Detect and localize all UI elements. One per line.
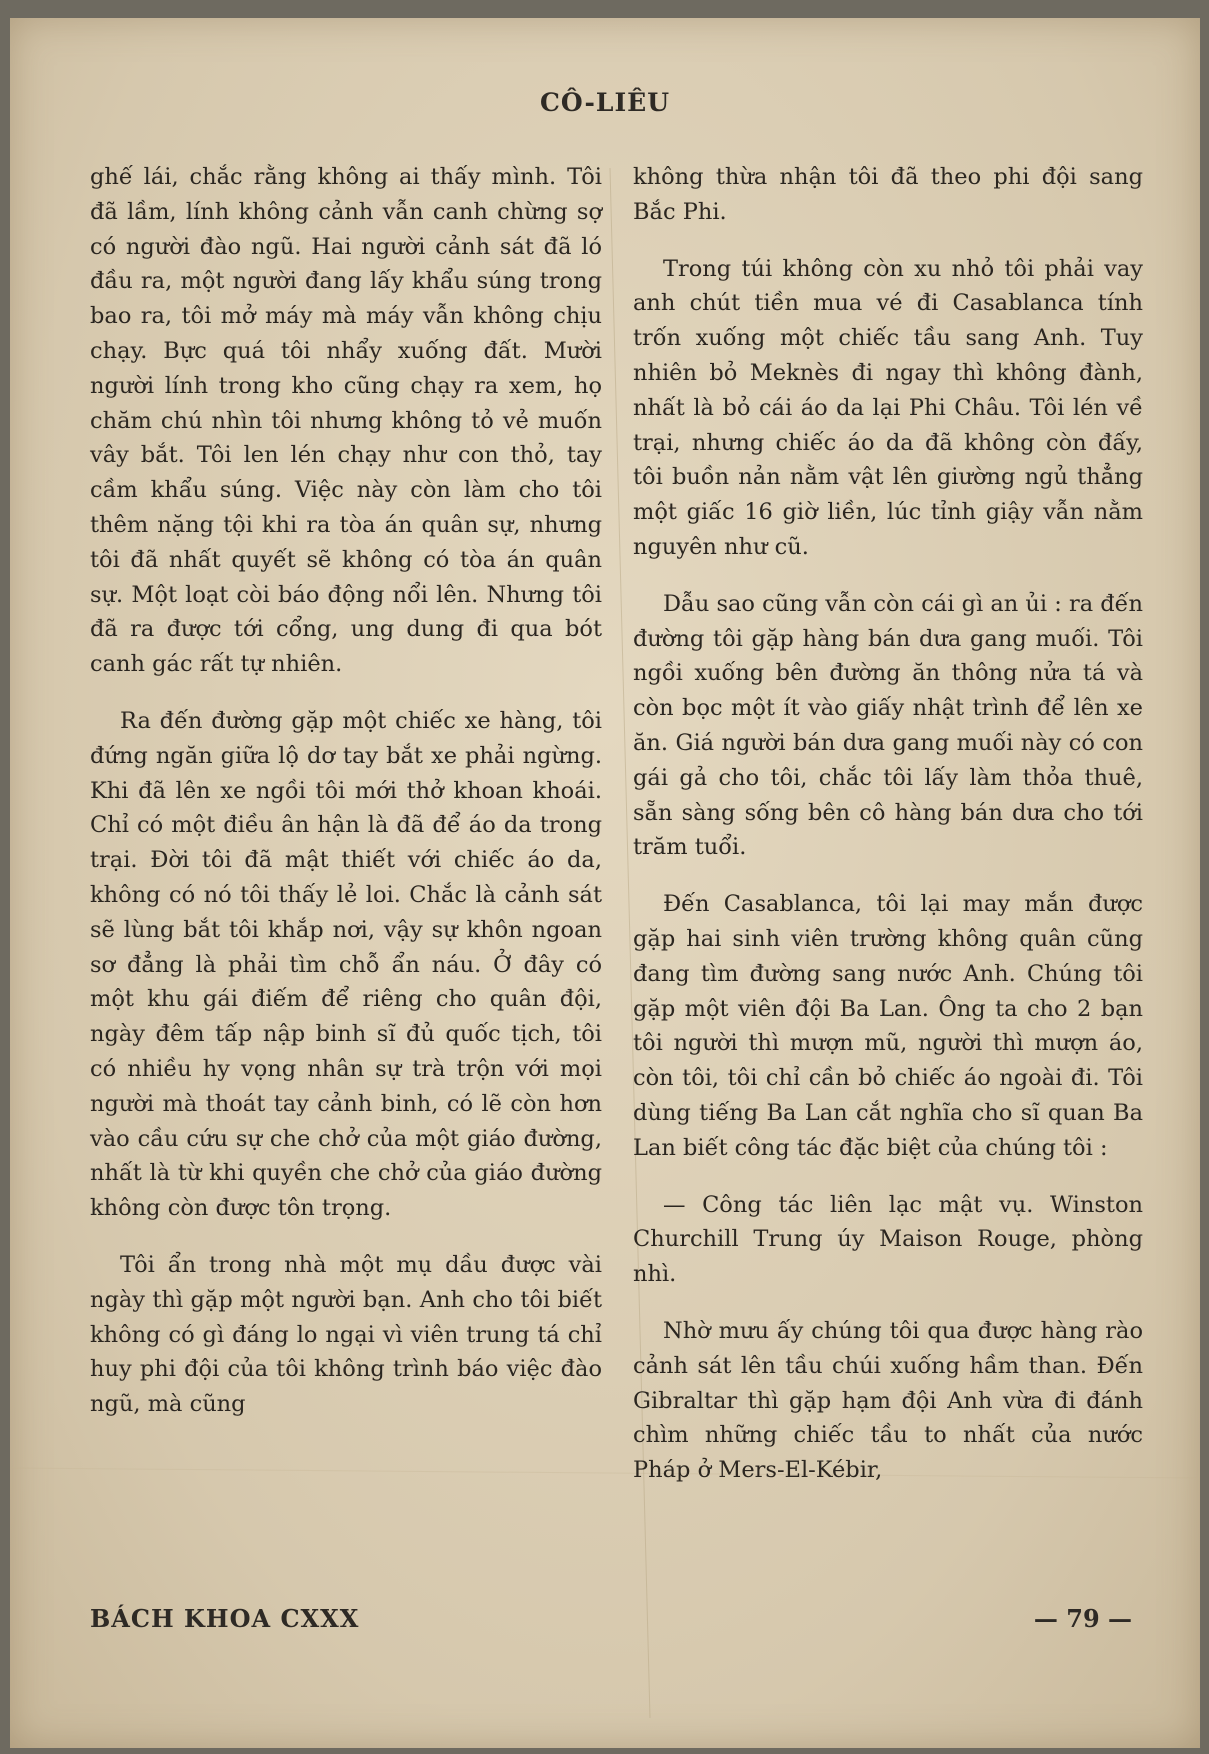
right-column — [633, 160, 1143, 1510]
paragraph: Tôi ẩn trong nhà một mụ dầu được vài ngày thì gặp một người bạn. Anh cho tôi biết không có gì đáng lo ngại vì viên trung tá chỉ huy phi đội của tôi không trình báo việc đào ngũ, mà cũng — [90, 1251, 602, 1418]
paragraph: ghế lái, chắc rằng không ai thấy mình. Tôi đã lầm, lính không cảnh vẫn canh chừng sợ có người đào ngũ. Hai người cảnh sát đã ló đầu ra, một người đang lấy khẩu súng trong bao ra, tôi mở máy mà máy vẫn không chịu chạy. Bực quá tôi nhẩy xuống đất. Mười người lính trong kho cũng chạy ra xem, họ chăm chú nhìn tôi nhưng không tỏ vẻ muốn vây bắt. Tôi len lén chạy như con thỏ, tay cầm khẩu súng. Việc này còn làm cho tôi thêm nặng tội khi ra tòa án quân sự, nhưng tôi đã nhất quyết sẽ không có tòa án quân sự. Một loạt còi báo động nổi lên. Nhưng tôi đã ra được tới cổng, ung dung đi qua bót canh gác rất tự nhiên. — [90, 164, 602, 678]
paragraph: không thừa nhận tôi đã theo phi đội sang Bắc Phi. — [633, 164, 1143, 225]
paragraph: Dẫu sao cũng vẫn còn cái gì an ủi : ra đến đường tôi gặp hàng bán dưa gang muối. Tôi ngồi xuống bên đường ăn thông nửa tá và còn bọc một ít vào giấy nhật trình để lên xe ăn. Giá người bán dưa gang muối này có con gái gả cho tôi, chắc tôi lấy làm thỏa thuê, sẵn sàng sống bên cô hàng bán dưa cho tới trăm tuổi. — [633, 590, 1144, 861]
paragraph: Nhờ mưu ấy chúng tôi qua được hàng rào cảnh sát lên tầu chúi xuống hầm than. Đến Gibraltar thì gặp hạm đội Anh vừa đi đánh chìm những chiếc tầu to nhất của nước Pháp ở Mers-El-Kébir, — [633, 1317, 1143, 1484]
paragraph: Trong túi không còn xu nhỏ tôi phải vay anh chút tiền mua vé đi Casablanca tính trốn xuống một chiếc tầu sang Anh. Tuy nhiên bỏ Meknès đi ngay thì không đành, nhất là bỏ cái áo da lại Phi Châu. Tôi lén về trại, nhưng chiếc áo da đã không còn đấy, tôi buồn nản nằm vật lên giường ngủ thẳng một giấc 16 giờ liền, lúc tỉnh giậy vẫn nằm nguyên như cũ. — [633, 255, 1143, 560]
page-number: — 79 — — [1033, 1604, 1132, 1633]
magazine-page — [10, 18, 1200, 1748]
paragraph: Đến Casablanca, tôi lại may mắn được gặp hai sinh viên trường không quân cũng đang tìm đường sang nước Anh. Chúng tôi gặp một viên đội Ba Lan. Ông ta cho 2 bạn tôi người thì mượn mũ, người thì mượn áo, còn tôi, tôi chỉ cần bỏ chiếc áo ngoài đi. Tôi dùng tiếng Ba Lan cắt nghĩa cho sĩ quan Ba Lan biết công tác đặc biệt của chúng tôi : — [633, 891, 1143, 1161]
left-column — [90, 160, 602, 1444]
dialogue-paragraph: — Công tác liên lạc mật vụ. Winston Churchill Trung úy Maison Rouge, phòng nhì. — [633, 1191, 1143, 1288]
publication-footer: BÁCH KHOA CXXX — [90, 1604, 360, 1633]
paragraph: Ra đến đường gặp một chiếc xe hàng, tôi đứng ngăn giữa lộ dơ tay bắt xe phải ngừng. Khi đã lên xe ngồi tôi mới thở khoan khoái. Chỉ có một điều ân hận là đã để áo da trong trại. Đời tôi đã mật thiết với chiếc áo da, không có nó tôi thấy lẻ loi. Chắc là cảnh sát sẽ lùng bắt tôi khắp nơi, vậy sự khôn ngoan sơ đẳng là phải tìm chỗ ẩn náu. Ở đây có một khu gái điếm để riêng cho quân đội, ngày đêm tấp nập binh sĩ đủ quốc tịch, tôi có nhiều hy vọng nhân sự trà trộn với mọi người mà thoát tay cảnh binh, có lẽ còn hơn vào cầu cứu sự che chở của một giáo đường, nhất là từ khi quyền che chở của giáo đường không còn được tôn trọng. — [90, 707, 602, 1222]
running-header: CÔ-LIÊU — [539, 88, 671, 117]
